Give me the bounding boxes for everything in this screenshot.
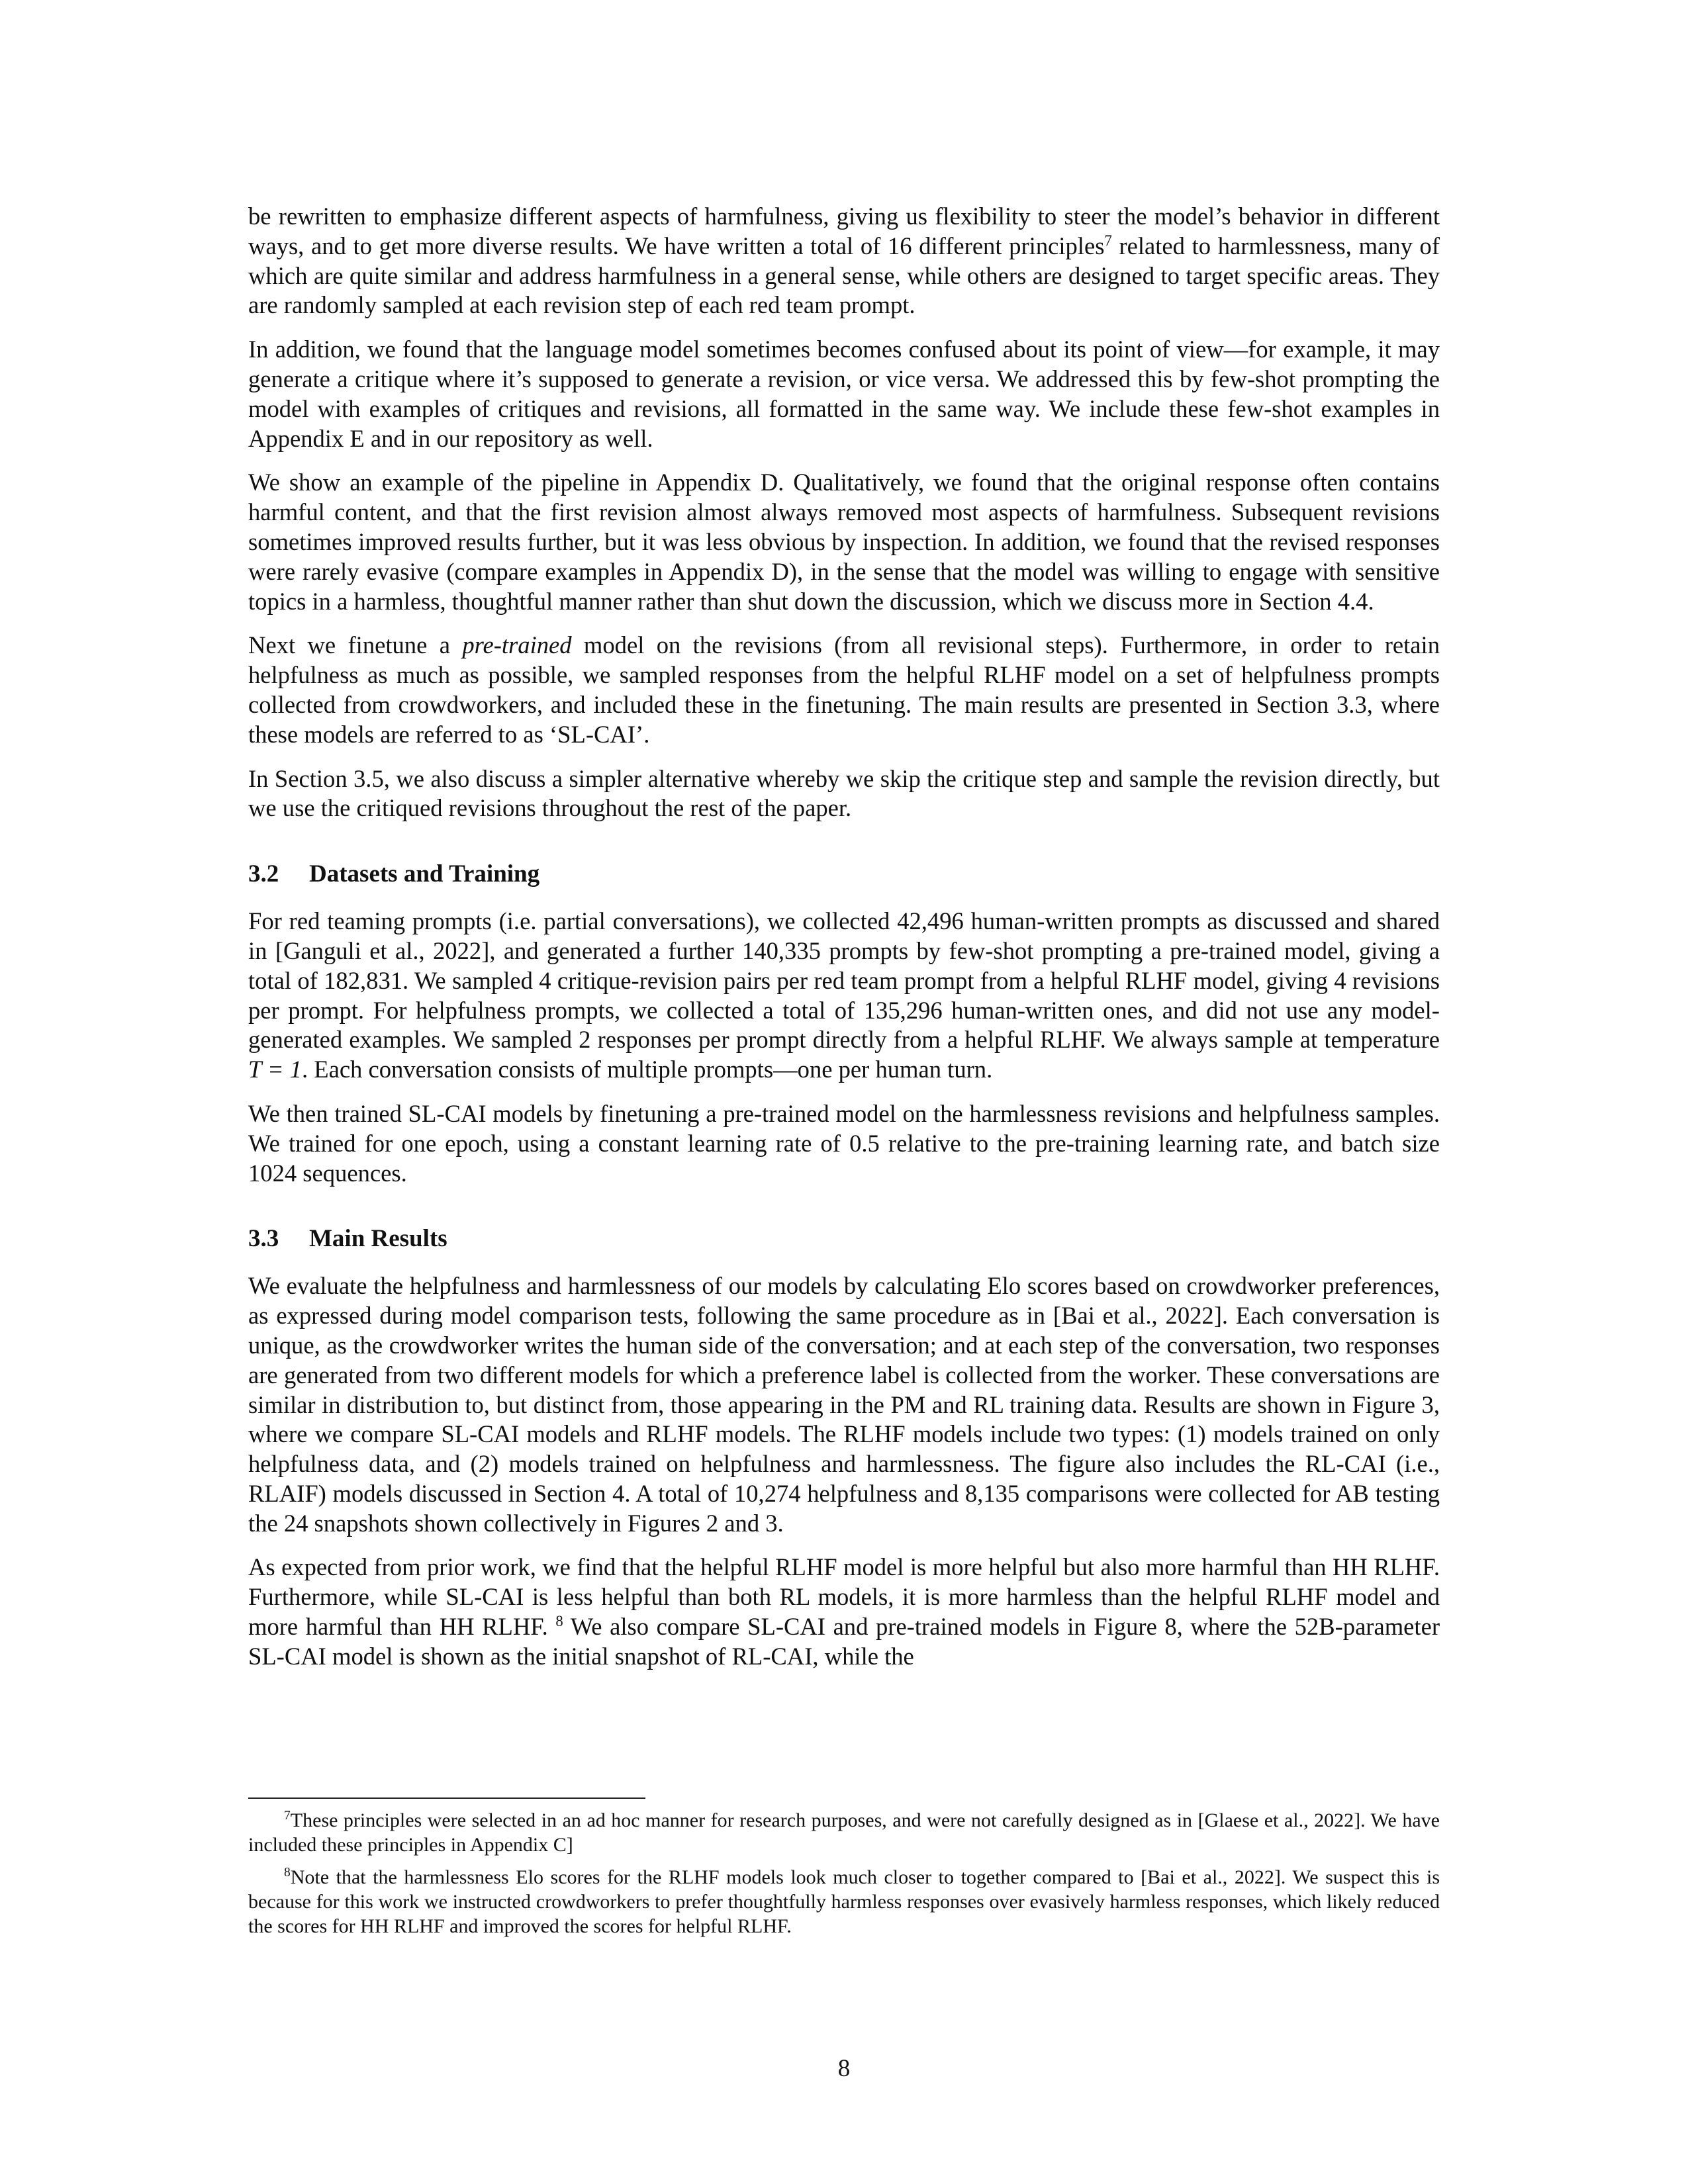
section-heading-3-2	[248, 859, 1440, 889]
math-expression: T = 1	[248, 1056, 302, 1083]
footnote-8	[248, 1865, 1440, 1938]
section-heading-3-3	[248, 1224, 1440, 1254]
footnote-ref-7[interactable]: 7	[1104, 232, 1112, 249]
emphasis-text: pre-trained	[462, 631, 572, 659]
paragraph	[248, 631, 1440, 749]
paragraph-text: related to harmlessness, many of which are quite similar and address harmfulness in a general sense, while others are designed to target specific areas. They are randomly sampled at each revision step of each red team prompt.	[248, 232, 1440, 319]
footnote-text: These principles were selected in an ad hoc manner for research purposes, and were not carefully designed as in [Glaese et al., 2022]. We have included these principles in Appendix C]	[248, 1809, 1440, 1856]
section-number: 3.2	[248, 860, 279, 888]
paragraph-text: For red teaming prompts (i.e. partial conversations), we collected 42,496 human-written prompts as discussed and shared in [Ganguli et al., 2022], and generated a further 140,335 prompts by few-shot prompting a pre-trained model, giving a total of 182,831. We sampled 4 critique-revision pairs per red team prompt from a helpful RLHF model, giving 4 revisions per prompt. For helpfulness prompts, we collected a total of 135,296 human-written ones, and did not use any model-generated examples. We sampled 2 responses per prompt directly from a helpful RLHF. We always sample at temperature	[248, 907, 1440, 1054]
paragraph	[248, 907, 1440, 1085]
footnote-7	[248, 1808, 1440, 1857]
paragraph: We then trained SL-CAI models by finetuning a pre-trained model on the harmlessness revisions and helpfulness samples. We trained for one epoch, using a constant learning rate of 0.5 relative to the pre-training learning rate, and batch size 1024 sequences.	[248, 1099, 1440, 1187]
paragraph	[248, 1553, 1440, 1671]
paragraph: In Section 3.5, we also discuss a simpler alternative whereby we skip the critique step and sample the revision directly, but we use the critiqued revisions throughout the rest of the paper.	[248, 764, 1440, 822]
paragraph: We evaluate the helpfulness and harmlessness of our models by calculating Elo scores based on crowdworker preferences, as expressed during model comparison tests, following the same procedure as in [Bai et al., 2022]. Each conversation is unique, as the crowdworker writes the human side of the conversation; and at each step of the conversation, two responses are generated from two different models for which a preference label is collected from the worker. These conversations are similar in distribution to, but distinct from, those appearing in the PM and RL training data. Results are shown in Figure 3, where we compare SL-CAI models and RLHF models. The RLHF models include two types: (1) models trained on only helpfulness data, and (2) models trained on helpfulness and harmlessness. The figure also includes the RL-CAI (i.e., RLAIF) models discussed in Section 4. A total of 10,274 helpfulness and 8,135 comparisons were collected for AB testing the 24 snapshots shown collectively in Figures 2 and 3.	[248, 1272, 1440, 1537]
paragraph: In addition, we found that the language model sometimes becomes confused about its point of view—for example, it may generate a critique where it’s supposed to generate a revision, or vice versa. We addressed this by few-shot prompting the model with examples of critiques and revisions, all formatted in the same way. We include these few-shot examples in Appendix E and in our repository as well.	[248, 336, 1440, 452]
footnote-mark: 7	[284, 1809, 291, 1823]
paragraph: We show an example of the pipeline in Appendix D. Qualitatively, we found that the original response often contains harmful content, and that the first revision almost always removed most aspects of harmfulness. Subsequent revisions sometimes improved results further, but it was less obvious by inspection. In addition, we found that the revised responses were rarely evasive (compare examples in Appendix D), in the sense that the model was willing to engage with sensitive topics in a harmless, thoughtful manner rather than shut down the discussion, which we discuss more in Section 4.4.	[248, 469, 1440, 615]
footnote-ref-8[interactable]: 8	[555, 1612, 563, 1629]
paragraph-text: . Each conversation consists of multiple prompts—one per human turn.	[301, 1056, 993, 1083]
paragraph-text: Next we finetune a	[248, 631, 463, 659]
footnotes	[248, 1808, 1440, 1946]
footnote-mark: 8	[284, 1866, 291, 1880]
footnote-text: Note that the harmlessness Elo scores for the RLHF models look much closer to together compared to [Bai et al., 2022]. We suspect this is because for this work we instructed crowdworkers to prefer thoughtfully harmless responses over evasively harmless responses, which likely reduced the scores for HH RLHF and improved the scores for helpful RLHF.	[248, 1866, 1440, 1937]
section-title: Main Results	[309, 1225, 447, 1253]
page-number: 8	[837, 2055, 851, 2082]
page-body	[248, 202, 1440, 1686]
section-title: Datasets and Training	[309, 860, 540, 888]
paragraph-text: We also compare SL-CAI and pre-trained models in Figure 8, where the 52B-parameter SL-CAI model is shown as the initial snapshot of RL-CAI, while the	[248, 1613, 1440, 1670]
paragraph-text: model on the revisions (from all revisional steps). Furthermore, in order to retain helpfulness as much as possible, we sampled responses from the helpful RLHF model on a set of helpfulness prompts collected from crowdworkers, and included these in the finetuning. The main results are presented in Section 3.3, where these models are referred to as ‘SL-CAI’.	[248, 631, 1440, 748]
section-number: 3.3	[248, 1225, 279, 1253]
paragraph-text: be rewritten to emphasize different aspects of harmfulness, giving us flexibility to steer the model’s behavior in different ways, and to get more diverse results. We have written a total of 16 different principles	[248, 203, 1440, 259]
paragraph-text: As expected from prior work, we find that the helpful RLHF model is more helpful but also more harmful than HH RLHF. Furthermore, while SL-CAI is less helpful than both RL models, it is more harmless than the helpful RLHF model and more harmful than HH RLHF.	[248, 1553, 1440, 1641]
footnote-divider	[248, 1797, 645, 1799]
paragraph	[248, 202, 1440, 320]
